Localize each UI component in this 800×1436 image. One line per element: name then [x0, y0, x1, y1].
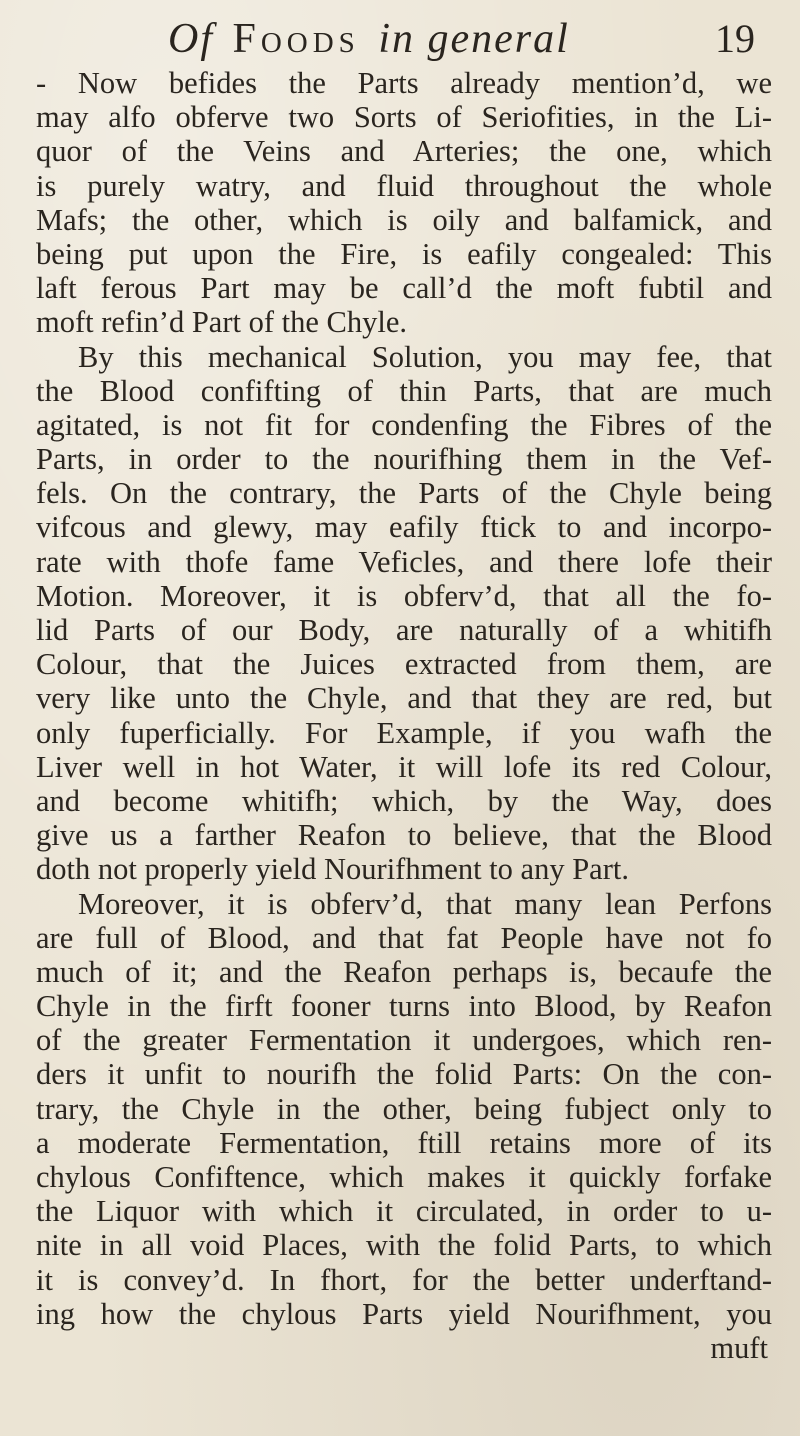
text-line: the Blood confifting of thin Parts, that are much: [36, 373, 772, 408]
text-line: trary, the Chyle in the other, being fubject only to: [36, 1091, 772, 1126]
body-text: [36, 66, 772, 1365]
text-line: only fuperficially. For Example, if you wafh the: [36, 715, 772, 750]
text-line: Moreover, it is obferv’d, that many lean Perfons: [78, 886, 772, 921]
text-line: Liver well in hot Water, it will lofe its red Colour,: [36, 749, 772, 784]
text-line: Colour, that the Juices extracted from them, are: [36, 647, 772, 682]
text-line: are full of Blood, and that fat People have not fo: [36, 920, 772, 955]
text-line: of the greater Fermentation it undergoes, which ren-: [36, 1023, 772, 1058]
text-line: ders it unfit to nourifh the folid Parts: On the con-: [36, 1057, 772, 1092]
text-line: and become whitifh; which, by the Way, does: [36, 783, 772, 818]
text-line: By this mechanical Solution, you may fee, that: [78, 339, 772, 374]
text-line: doth not properly yield Nourifhment to any Part.: [36, 852, 629, 887]
page-number: 19: [715, 16, 755, 61]
text-line: a moderate Fermentation, ftill retains more of its: [36, 1125, 772, 1160]
text-line: it is convey’d. In fhort, for the better underftand-: [36, 1262, 772, 1297]
text-line: agitated, is not fit for condenfing the Fibres of the: [36, 407, 772, 442]
text-line: Motion. Moreover, it is obferv’d, that all the fo-: [36, 578, 772, 613]
text-line: chylous Confiftence, which makes it quickly forfake: [36, 1160, 772, 1194]
text-line: Chyle in the firft fooner turns into Blood, by Reafon: [36, 989, 772, 1024]
text-line: is purely watry, and fluid throughout the whole: [36, 168, 772, 203]
text-line: may alfo obferve two Sorts of Seriofities, in the Li-: [36, 100, 772, 135]
text-line: Parts, in order to the nourifhing them in the Vef-: [36, 442, 772, 477]
text-line: rate with thofe fame Veficles, and there lofe their: [36, 544, 772, 579]
text-line: quor of the Veins and Arteries; the one, which: [36, 134, 772, 169]
running-title-suffix: in general: [378, 16, 570, 62]
running-title: [168, 14, 570, 64]
page-header: [0, 14, 800, 64]
text-line: ing how the chylous Parts yield Nourifhment, you: [36, 1296, 772, 1331]
text-line: moft refin’d Part of the Chyle.: [36, 305, 407, 340]
text-line: - Now befides the Parts already mention’d, we: [36, 66, 772, 100]
text-line: vifcous and glewy, may eafily ftick to and incorpo-: [36, 510, 772, 545]
text-line: nite in all void Places, with the folid Parts, to which: [36, 1228, 772, 1263]
text-line: fels. On the contrary, the Parts of the Chyle being: [36, 476, 772, 511]
running-title-prefix: Of: [168, 16, 214, 62]
text-line: the Liquor with which it circulated, in order to u-: [36, 1194, 772, 1229]
running-title-caps: Foods: [232, 16, 360, 62]
text-line: much of it; and the Reafon perhaps is, becaufe the: [36, 954, 772, 989]
text-line: lid Parts of our Body, are naturally of a whitifh: [36, 613, 772, 647]
text-line: laft ferous Part may be call’d the moft fubtil and: [36, 271, 772, 306]
text-line: give us a farther Reafon to believe, that the Blood: [36, 818, 772, 853]
text-line: being put upon the Fire, is eafily congealed: This: [36, 236, 772, 271]
text-line: Mafs; the other, which is oily and balfamick, and: [36, 202, 772, 237]
catchword: muft: [710, 1330, 768, 1365]
text-line: very like unto the Chyle, and that they are red, but: [36, 681, 772, 716]
